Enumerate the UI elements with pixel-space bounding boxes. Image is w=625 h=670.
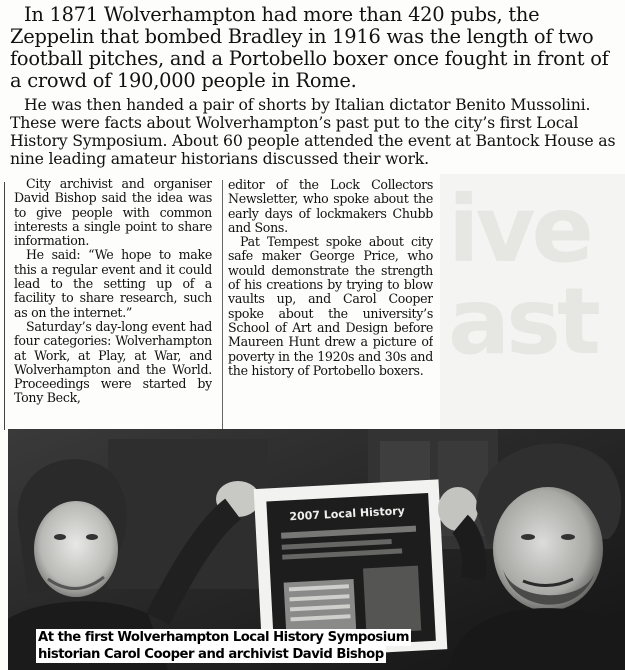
column-1-paragraph: He said: “We hope to make this a regular event and it could lead to the setting up of a facility to share research, such as on the internet.”	[14, 247, 212, 320]
photo-caption	[36, 629, 411, 663]
article-intro: In 1871 Wolverhampton had more than 420 pubs, the Zeppelin that bombed Bradley in 1916 was the length of two football pitches, and a Portobello boxer once fought in front of a crowd of 190,000 people in Rome.	[10, 3, 609, 92]
column-rule-middle	[222, 180, 223, 430]
column-2-paragraph: editor of the Lock Collectors Newsletter, who spoke about the early days of lockmakers Chubb and Sons.	[228, 178, 433, 235]
caption-line-2: historian Carol Cooper and archivist David Bishop	[38, 647, 384, 662]
bleed-through-area	[440, 174, 625, 429]
column-2-paragraph: Pat Tempest spoke about city safe maker George Price, who would demonstrate the strength of his creations by trying to blow vaults up, and Carol Cooper spoke about the university’s School of Art and Design before Maureen Hunt drew a picture of poverty in the 1920s and 30s and the history of Portobello boxers.	[228, 234, 433, 378]
caption-line-1: At the first Wolverhampton Local History Symposium	[38, 630, 409, 645]
column-1-paragraph: City archivist and organiser David Bishop said the idea was to give people with common interests a single point to share information.	[14, 177, 212, 249]
news-photo	[8, 429, 625, 670]
article-column-2	[228, 178, 433, 421]
poster-heading: 2007 Local History	[289, 504, 406, 524]
article-column-1	[14, 177, 212, 435]
column-rule-left	[4, 182, 5, 430]
column-1-paragraph: Saturday’s day-long event had four categories: Wolverhampton at Work, at Play, at War, and Wolverhampton and the World. Proceedings were started by Tony Beck,	[14, 318, 212, 406]
article-lead: He was then handed a pair of shorts by Italian dictator Benito Mussolini. These were facts about Wolverhampton’s past put to the city’s first Local History Symposium. About 60 people attended the event at Bantock House as nine leading amateur historians discussed their work.	[10, 95, 616, 168]
bleed-through-mark: ive ast	[448, 176, 597, 375]
